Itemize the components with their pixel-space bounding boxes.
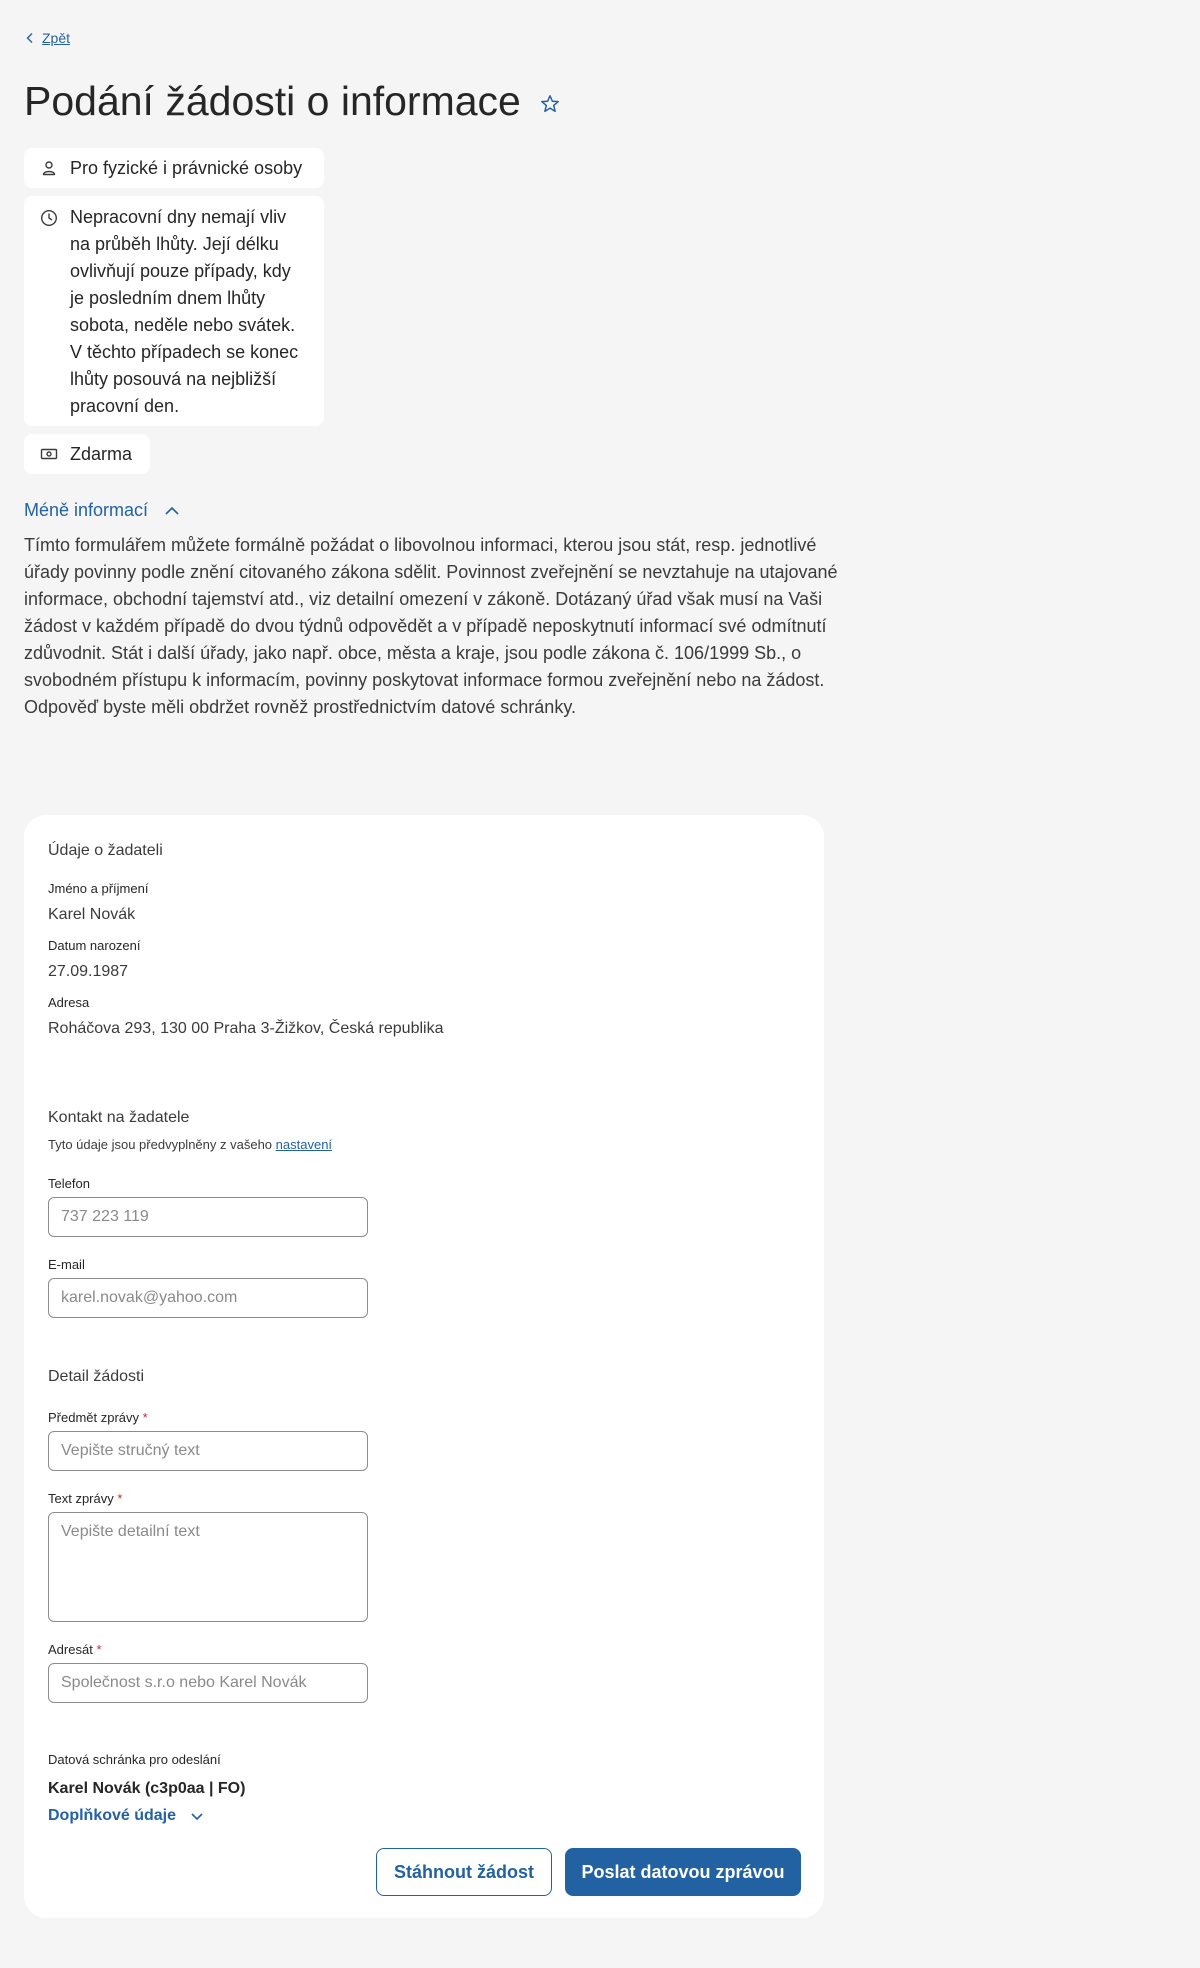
- additional-info-toggle[interactable]: [48, 1807, 204, 1825]
- databox-label: Datová schránka pro odeslání: [48, 1752, 221, 1767]
- phone-input[interactable]: [48, 1197, 368, 1237]
- request-form-card: [24, 815, 824, 1918]
- additional-info-label: Doplňkové údaje: [48, 1807, 177, 1824]
- prefill-note-text: Tyto údaje jsou předvyplněny z vašeho: [48, 1137, 273, 1152]
- birth-date-label: Datum narození: [48, 938, 141, 953]
- databox-value: Karel Novák (c3p0aa | FO): [48, 1780, 246, 1797]
- subject-label: [48, 1410, 148, 1425]
- price-info: [24, 434, 150, 474]
- recipient-input[interactable]: [48, 1663, 368, 1703]
- settings-link[interactable]: nastavení: [275, 1137, 333, 1152]
- name-label: Jméno a příjmení: [48, 881, 149, 896]
- download-request-button[interactable]: Stáhnout žádost: [376, 1848, 552, 1896]
- recipient-label: [48, 1642, 102, 1657]
- required-mark: *: [142, 1410, 148, 1425]
- clock-icon: [40, 209, 58, 227]
- back-label: Zpět: [42, 30, 71, 46]
- applicant-heading: Údaje o žadateli: [48, 842, 163, 859]
- required-mark: *: [96, 1642, 102, 1657]
- message-text-label-text: Text zprávy: [48, 1491, 114, 1506]
- star-icon[interactable]: [539, 93, 561, 115]
- request-detail-heading: Detail žádosti: [48, 1368, 145, 1385]
- email-input[interactable]: [48, 1278, 368, 1318]
- less-info-toggle[interactable]: [24, 500, 180, 521]
- audience-info: [24, 148, 324, 188]
- name-value: Karel Novák: [48, 906, 136, 923]
- message-text-area[interactable]: [48, 1512, 368, 1622]
- subject-input[interactable]: [48, 1431, 368, 1471]
- chevron-left-icon: [24, 32, 36, 44]
- subject-label-text: Předmět zprávy: [48, 1410, 140, 1425]
- message-text-label: [48, 1491, 122, 1506]
- service-description: Tímto formulářem můžete formálně požádat o libovolnou informaci, kterou jsou stát, resp. jednotlivé úřady povinny podle znění citovaného zákona sdělit. Povinnost zveřejnění se nevztahuje na utajované informace, obchodní tajemství atd., viz detailní omezení v zákoně. Dotázaný úřad však musí na Vaši žádost v každém případě do dvou týdnů odpovědět a v případě neposkytnutí informací své odmítnutí zdůvodnit. Stát i další úřady, jako např. obce, města a kraje, jsou podle zákona č. 106/1999 Sb., o svobodném přístupu k informacím, povinny poskytovat informace formou zveřejnění nebo na žádost. Odpověď byste měli obdržet rovněž prostřednictvím datové schránky.: [24, 535, 838, 717]
- required-mark: *: [117, 1491, 123, 1506]
- chevron-down-icon: [190, 1809, 204, 1823]
- prefill-note: [48, 1137, 332, 1152]
- back-link[interactable]: [24, 30, 70, 46]
- chevron-up-icon: [164, 503, 180, 519]
- send-databox-message-button[interactable]: Poslat datovou zprávou: [565, 1848, 801, 1896]
- birth-date-value: 27.09.1987: [48, 963, 129, 980]
- contact-heading: Kontakt na žadatele: [48, 1109, 190, 1126]
- price-text: Zdarma: [70, 443, 133, 464]
- banknote-icon: [40, 445, 58, 463]
- page-title: Podání žádosti o informace: [24, 78, 521, 124]
- less-info-label: Méně informací: [24, 500, 149, 520]
- deadline-info: [24, 196, 324, 426]
- address-label: Adresa: [48, 995, 90, 1010]
- address-value: Roháčova 293, 130 00 Praha 3-Žižkov, Česká republika: [48, 1020, 444, 1037]
- person-icon: [40, 159, 58, 177]
- recipient-label-text: Adresát: [48, 1642, 93, 1657]
- email-label: E-mail: [48, 1257, 85, 1272]
- deadline-text: Nepracovní dny nemají vliv na průběh lhůty. Její délku ovlivňují pouze případy, kdy je posledním dnem lhůty sobota, neděle nebo svátek. V těchto případech se konec lhůty posouvá na nejbližší pracovní den.: [70, 207, 299, 416]
- phone-label: Telefon: [48, 1176, 90, 1191]
- audience-text: Pro fyzické i právnické osoby: [70, 157, 303, 178]
- page-header: [24, 78, 561, 125]
